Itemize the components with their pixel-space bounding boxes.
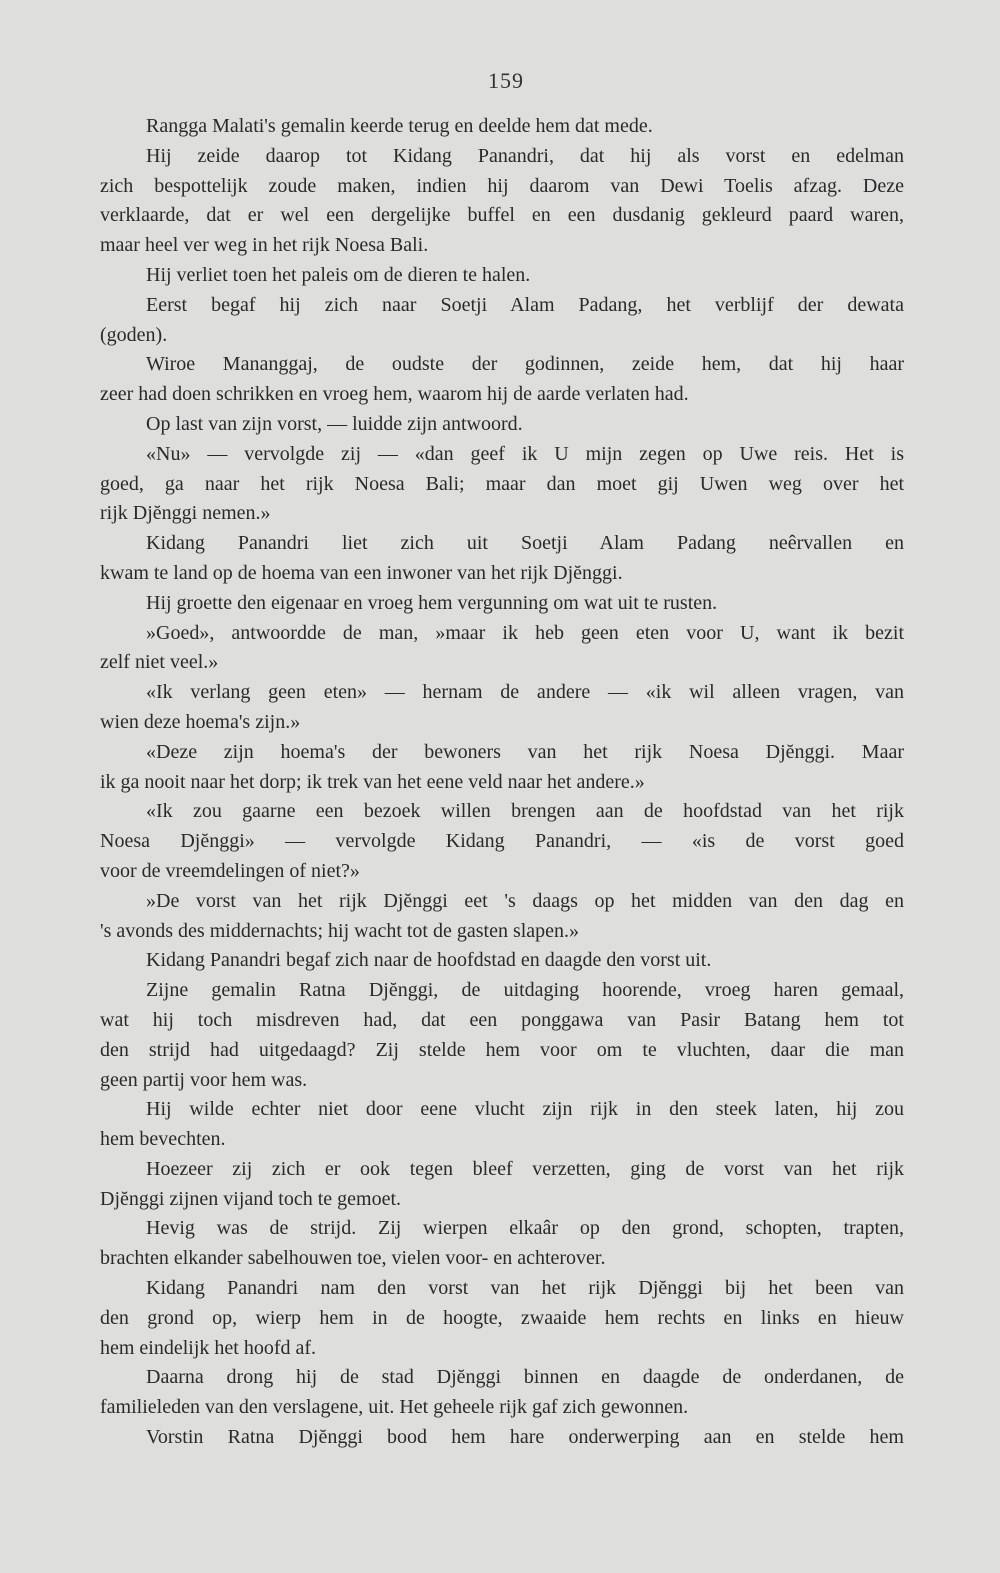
text-line: hem bevechten. bbox=[100, 1128, 226, 1151]
text-line: «Ik zou gaarne een bezoek willen brengen aan de hoofdstad van het rijk bbox=[146, 800, 904, 823]
text-line: zelf niet veel.» bbox=[100, 651, 219, 674]
text-line: »De vorst van het rijk Djĕnggi eet 's daags op het midden van den dag en bbox=[146, 889, 904, 912]
text-line: wat hij toch misdreven had, dat een ponggawa van Pasir Batang hem tot bbox=[100, 1008, 904, 1031]
text-line: brachten elkander sabelhouwen toe, vielen voor- en achterover. bbox=[100, 1247, 606, 1270]
body-text bbox=[100, 112, 904, 1453]
text-line: maar heel ver weg in het rijk Noesa Bali. bbox=[100, 234, 429, 257]
page-number: 159 bbox=[488, 68, 524, 93]
text-line: familieleden van den verslagene, uit. Het geheele rijk gaf zich gewonnen. bbox=[100, 1396, 689, 1419]
text-line: geen partij voor hem was. bbox=[100, 1068, 308, 1091]
text-line: Djĕnggi zijnen vijand toch te gemoet. bbox=[100, 1187, 402, 1210]
text-line: kwam te land op de hoema van een inwoner van het rijk Djĕnggi. bbox=[100, 561, 623, 584]
text-line: Rangga Malati's gemalin keerde terug en deelde hem dat mede. bbox=[146, 115, 653, 137]
text-line: voor de vreemdelingen of niet?» bbox=[100, 859, 360, 882]
text-line: Kidang Panandri nam den vorst van het rijk Djĕnggi bij het been van bbox=[146, 1277, 904, 1300]
text-line: Hij groette den eigenaar en vroeg hem vergunning om wat uit te rusten. bbox=[146, 591, 718, 614]
text-line: rijk Djĕnggi nemen.» bbox=[100, 502, 271, 525]
text-line: Eerst begaf hij zich naar Soetji Alam Padang, het verblijf der dewata bbox=[146, 293, 904, 316]
text-line: «Nu» — vervolgde zij — «dan geef ik U mijn zegen op Uwe reis. Het is bbox=[146, 442, 904, 465]
text-line: Kidang Panandri liet zich uit Soetji Alam Padang neêrvallen en bbox=[146, 532, 904, 555]
text-line: Noesa Djĕnggi» — vervolgde Kidang Panandri, — «is de vorst goed bbox=[100, 830, 904, 853]
text-line: Wiroe Mananggaj, de oudste der godinnen, zeide hem, dat hij haar bbox=[146, 353, 904, 376]
text-line: hem eindelijk het hoofd af. bbox=[100, 1336, 317, 1359]
text-line: (goden). bbox=[100, 323, 168, 346]
text-line: den strijd had uitgedaagd? Zij stelde hem voor om te vluchten, daar die man bbox=[100, 1038, 904, 1061]
text-line: «Ik verlang geen eten» — hernam de andere — «ik wil alleen vragen, van bbox=[146, 681, 904, 704]
text-line: Hij zeide daarop tot Kidang Panandri, dat hij als vorst en edelman bbox=[146, 144, 904, 167]
text-line: wien deze hoema's zijn.» bbox=[100, 710, 301, 733]
text-line: den grond op, wierp hem in de hoogte, zwaaide hem rechts en links en hieuw bbox=[100, 1306, 904, 1329]
text-line: Hoezeer zij zich er ook tegen bleef verzetten, ging de vorst van het rijk bbox=[146, 1157, 904, 1180]
text-line: goed, ga naar het rijk Noesa Bali; maar dan moet gij Uwen weg over het bbox=[100, 472, 904, 495]
text-line: Kidang Panandri begaf zich naar de hoofdstad en daagde den vorst uit. bbox=[146, 949, 712, 972]
text-line: »Goed», antwoordde de man, »maar ik heb geen eten voor U, want ik bezit bbox=[146, 621, 904, 644]
text-line: Vorstin Ratna Djĕnggi bood hem hare onderwerping aan en stelde hem bbox=[146, 1426, 904, 1449]
text-line: Hevig was de strijd. Zij wierpen elkaâr op den grond, schopten, trapten, bbox=[146, 1217, 904, 1240]
text-line: «Deze zijn hoema's der bewoners van het rijk Noesa Djĕnggi. Maar bbox=[146, 740, 904, 763]
text-line: verklaarde, dat er wel een dergelijke buffel en een dusdanig gekleurd paard waren, bbox=[100, 204, 904, 227]
text-line: Zijne gemalin Ratna Djĕnggi, de uitdaging hoorende, vroeg haren gemaal, bbox=[146, 979, 904, 1002]
text-line: Daarna drong hij de stad Djĕnggi binnen en daagde de onderdanen, de bbox=[146, 1366, 904, 1389]
text-line: zich bespottelijk zoude maken, indien hij daarom van Dewi Toelis afzag. Deze bbox=[100, 174, 904, 197]
text-line: Hij verliet toen het paleis om de dieren te halen. bbox=[146, 263, 531, 286]
text-line: Hij wilde echter niet door eene vlucht zijn rijk in den steek laten, hij zou bbox=[146, 1098, 904, 1121]
text-line: zeer had doen schrikken en vroeg hem, waarom hij de aarde verlaten had. bbox=[100, 383, 689, 406]
text-line: ik ga nooit naar het dorp; ik trek van het eene veld naar het andere.» bbox=[100, 770, 645, 793]
text-line: Op last van zijn vorst, — luidde zijn antwoord. bbox=[146, 412, 523, 435]
text-line: 's avonds des middernachts; hij wacht tot de gasten slapen.» bbox=[100, 919, 580, 942]
